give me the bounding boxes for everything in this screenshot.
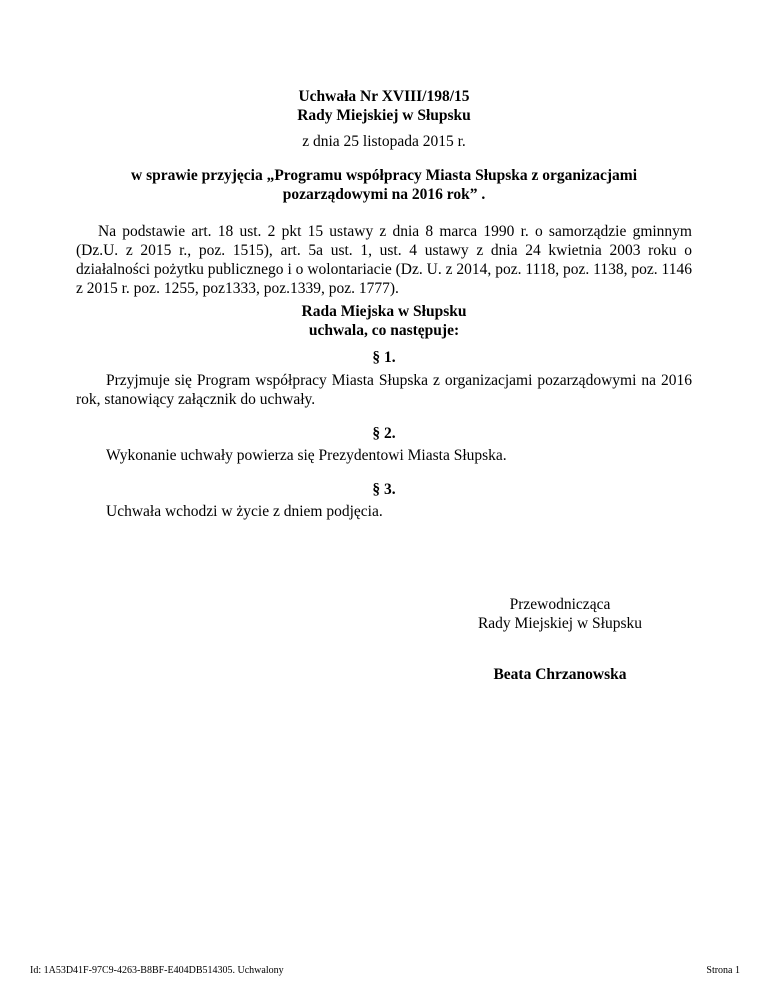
council-line-2: uchwala, co następuje: [308,322,460,339]
paragraph-3-text: Uchwała wchodzi w życie z dniem podjęcia. [106,503,383,520]
paragraph-1-text: Przyjmuje się Program współpracy Miasta Słupska z organizacjami pozarządowymi na 2016 rok, stanowiący załącznik do uchwały. [76,372,692,408]
council-statement [76,302,692,340]
paragraph-1-heading: § 1. [372,349,396,366]
signature-role-line-2: Rady Miejskiej w Słupsku [477,615,643,632]
paragraph-2-heading: § 2. [372,425,396,442]
footer-document-id: Id: 1A53D41F-97C9-4263-B8BF-E404DB514305. Uchwalony [30,965,284,976]
signature-name: Beata Chrzanowska [493,666,627,683]
title-line-1: Uchwała Nr XVIII/198/15 [298,88,470,105]
document-date: z dnia 25 listopada 2015 r. [302,133,466,150]
title-line-2: Rady Miejskiej w Słupsku [297,107,471,124]
document-subject [76,166,692,204]
subject-line-1: w sprawie przyjęcia „Programu współpracy Miasta Słupska z organizacjami [131,167,637,184]
paragraph-3-heading: § 3. [372,481,396,498]
subject-line-2: pozarządowymi na 2016 rok” . [282,186,486,203]
council-line-1: Rada Miejska w Słupsku [301,303,467,320]
document-title [76,87,692,125]
paragraph-2-text: Wykonanie uchwały powierza się Prezydentowi Miasta Słupska. [106,447,507,464]
footer-page-number: Strona 1 [706,965,740,976]
signature-role [400,595,720,633]
signature-role-line-1: Przewodnicząca [509,596,611,613]
preamble-paragraph: Na podstawie art. 18 ust. 2 pkt 15 ustawy z dnia 8 marca 1990 r. o samorządzie gminnym (Dz.U. z 2015 r., poz. 1515), art. 5a ust. 1, ust. 4 ustawy z dnia 24 kwietnia 2003 roku o działalności pożytku publicznego i o wolontariacie (Dz. U. z 2014, poz. 1118, poz. 1138, poz. 1146 z 2015 r. poz. 1255, poz1333, poz.1339, poz. 1777). [76,223,692,297]
